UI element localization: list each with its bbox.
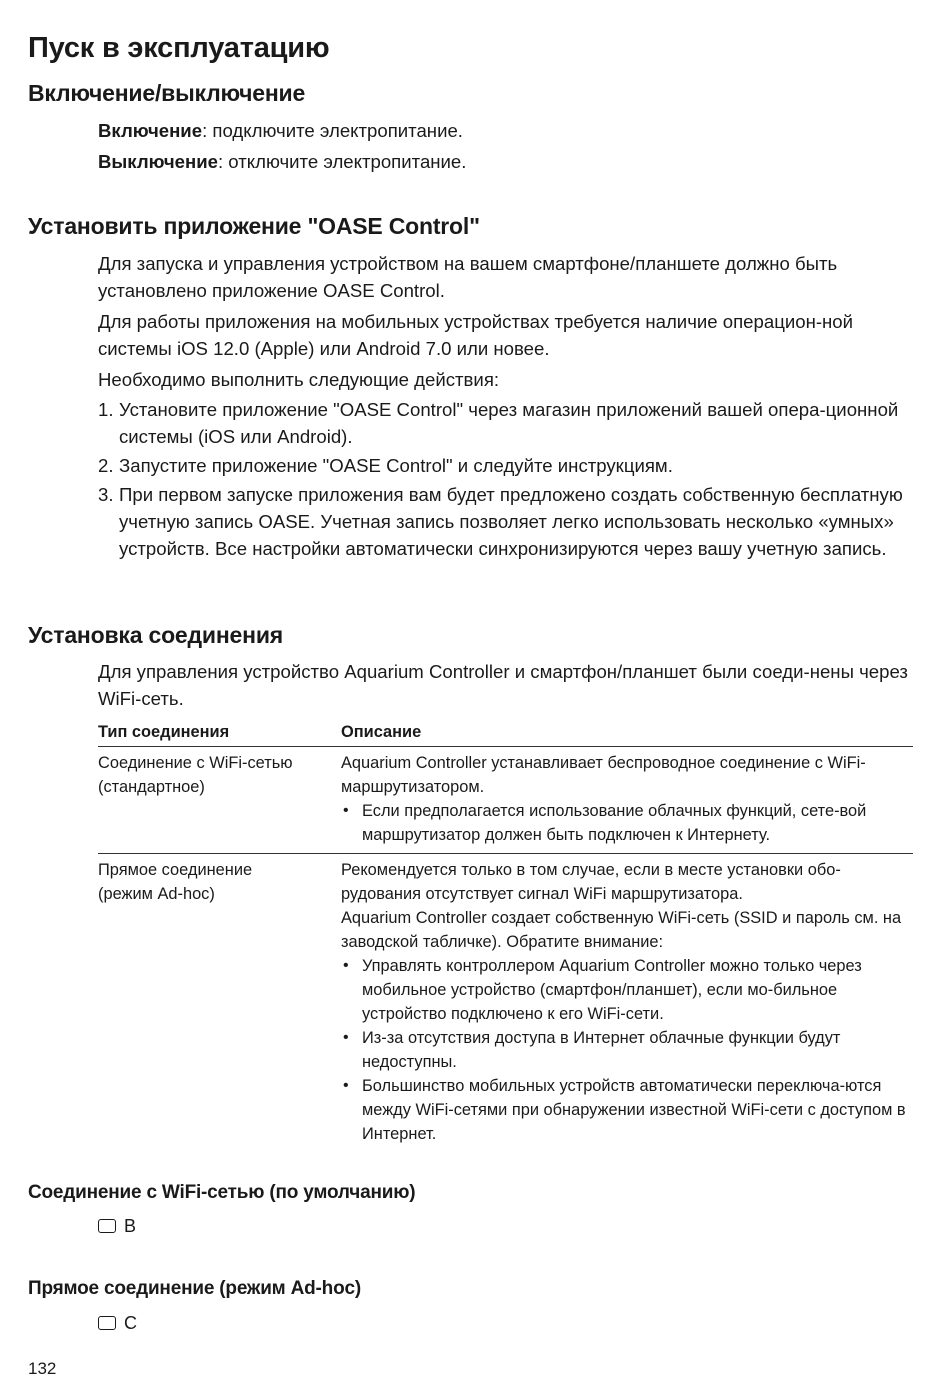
step-text: При первом запуске приложения вам будет предложено создать собственную бесплатную учетную запись OASE. Учетная запись позволяет легко использовать несколько «умных» устройств. Все настройки автоматически синхронизируются через вашу учетную запись. xyxy=(119,484,903,559)
table-row xyxy=(98,854,913,1153)
connection-type-line: (стандартное) xyxy=(98,778,205,796)
app-paragraph-2: Для работы приложения на мобильных устройствах требуется наличие операцион-ной системы iOS 12.0 (Apple) или Android 7.0 или новее. xyxy=(98,311,854,359)
table-row xyxy=(98,747,913,854)
connection-type-line: (режим Ad-hoc) xyxy=(98,885,215,903)
bullet-item: • Большинство мобильных устройств автоматически переключа-ются между WiFi-сетями при обнаружении известной WiFi-сети с доступом в Интернет. xyxy=(341,1074,913,1146)
adhoc-heading: Прямое соединение (режим Ad-hoc) xyxy=(28,1278,361,1299)
page-title: Пуск в эксплуатацию xyxy=(28,32,330,64)
list-item xyxy=(98,481,913,562)
bullet-item: • Из-за отсутствия доступа в Интернет облачные функции будут недоступны. xyxy=(341,1026,913,1074)
onoff-heading: Включение/выключение xyxy=(28,80,306,106)
connection-description-cell xyxy=(341,747,913,854)
connection-heading: Установка соединения xyxy=(28,622,283,648)
bullet-item: • Управлять контроллером Aquarium Controller можно только через мобильное устройство (смартфон/планшет), если мо-бильное устройство подключено к его WiFi-сети. xyxy=(341,954,913,1026)
power-off-text: : отключите электропитание. xyxy=(217,151,467,172)
connection-type-line: Прямое соединение xyxy=(98,861,253,879)
figure-reference-c xyxy=(98,1311,137,1335)
column-header-type: Тип соединения xyxy=(98,718,341,747)
connection-type-cell xyxy=(98,747,341,854)
description-text: Aquarium Controller устанавливает беспроводное соединение с WiFi-маршрутизатором. xyxy=(341,754,866,796)
column-header-description: Описание xyxy=(341,718,913,747)
power-on-line xyxy=(98,117,913,144)
step-text: Запустите приложение "OASE Control" и следуйте инструкциям. xyxy=(119,455,673,476)
description-text: Aquarium Controller создает собственную WiFi-сеть (SSID и пароль см. на заводской табличке). Обратите внимание: xyxy=(341,909,902,951)
step-number: 2. xyxy=(98,455,114,476)
figure-reference-b xyxy=(98,1214,136,1238)
step-text: Установите приложение "OASE Control" через магазин приложений вашей опера-ционной системы (iOS или Android). xyxy=(119,399,899,447)
power-on-text: : подключите электропитание. xyxy=(202,120,463,141)
step-number: 1. xyxy=(98,399,114,420)
figure-ref-icon xyxy=(98,1316,116,1330)
app-paragraph-1: Для запуска и управления устройством на вашем смартфоне/планшете должно быть установлено приложение OASE Control. xyxy=(98,253,838,301)
table-header-row xyxy=(98,718,913,747)
page-number: 132 xyxy=(28,1359,57,1378)
list-item xyxy=(98,396,913,450)
power-off-line xyxy=(98,148,913,175)
connection-intro: Для управления устройство Aquarium Controller и смартфон/планшет были соеди-нены через WiFi-сеть. xyxy=(98,661,908,709)
wifi-default-heading: Соединение с WiFi-сетью (по умолчанию) xyxy=(28,1182,416,1203)
list-item xyxy=(98,452,913,479)
power-off-label: Выключение xyxy=(98,151,218,172)
figure-ref-letter: B xyxy=(124,1216,137,1236)
connection-type-line: Соединение с WiFi-сетью xyxy=(98,754,293,772)
connection-types-table xyxy=(98,718,913,1152)
description-text: Рекомендуется только в том случае, если в месте установки обо-рудования отсутствует сигнал WiFi маршрутизатора. xyxy=(341,861,841,903)
step-number: 3. xyxy=(98,484,114,505)
app-steps-list xyxy=(98,396,913,564)
figure-ref-letter: C xyxy=(124,1313,137,1333)
bullet-item: • Если предполагается использование облачных функций, сете-вой маршрутизатор должен быть подключен к Интернету. xyxy=(341,799,913,847)
connection-type-cell xyxy=(98,854,341,1153)
power-on-label: Включение xyxy=(98,120,203,141)
app-install-heading: Установить приложение "OASE Control" xyxy=(28,213,480,239)
app-paragraph-3: Необходимо выполнить следующие действия: xyxy=(98,369,500,390)
figure-ref-icon xyxy=(98,1219,116,1233)
connection-description-cell xyxy=(341,854,913,1153)
